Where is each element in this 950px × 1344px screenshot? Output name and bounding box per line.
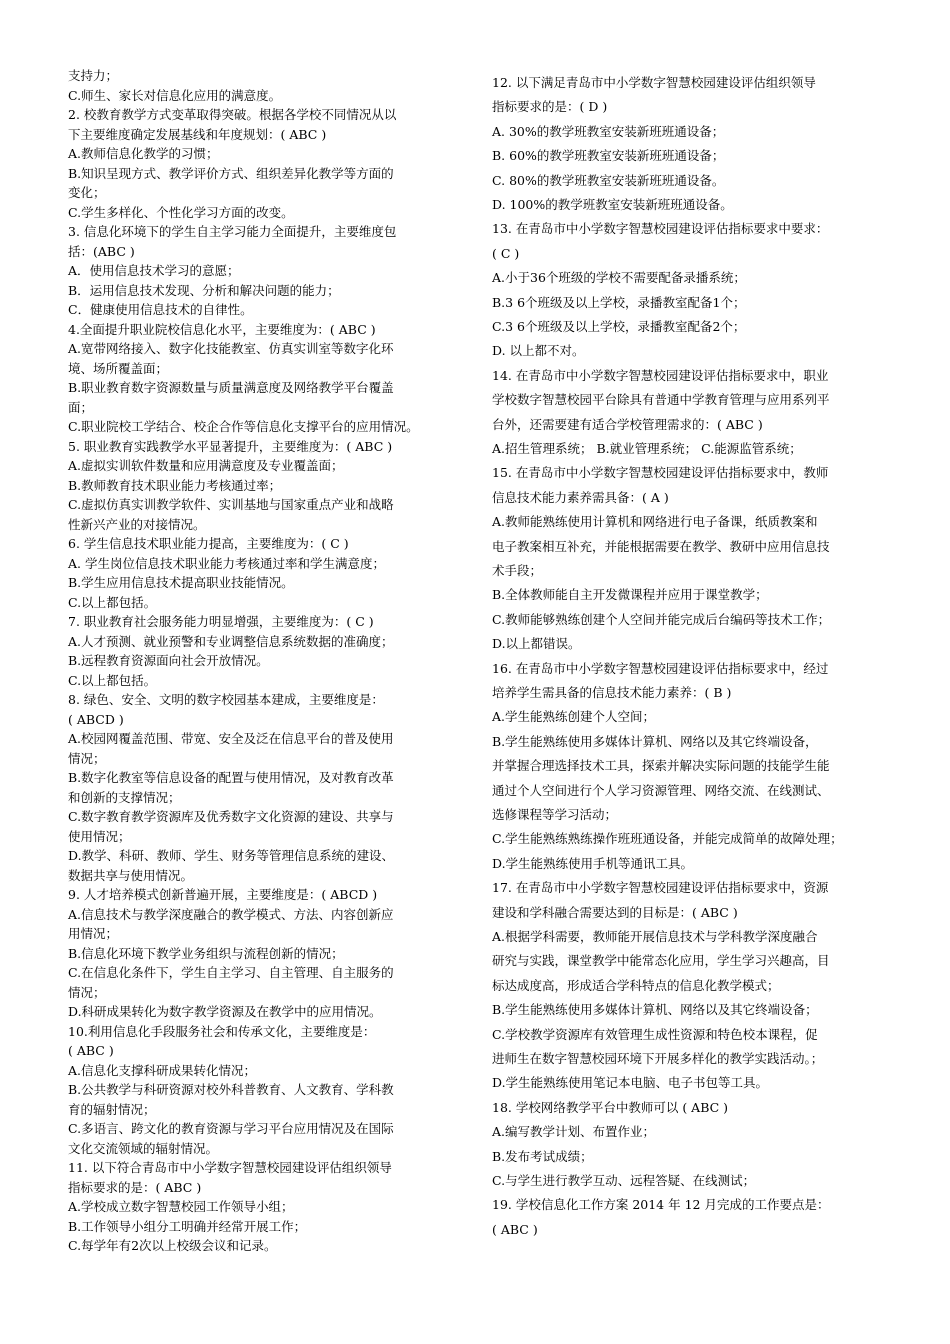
- text-line: B.发布考试成绩；: [492, 1148, 593, 1164]
- text-line: 下主要维度确定发展基线和年度规划：( ABC ): [68, 126, 327, 142]
- text-line: 使用情况；: [68, 828, 131, 844]
- text-line: C.以上都包括。: [68, 594, 157, 610]
- text-line: C．健康使用信息技术的自律性。: [68, 302, 253, 317]
- text-line: 培养学生需具备的信息技术能力素养：( B ): [492, 685, 732, 700]
- text-line: 10.利用信息化手段服务社会和传承文化，主要维度是：: [68, 1023, 376, 1039]
- text-line: 15. 在青岛市中小学数字智慧校园建设评估指标要求中，教师: [492, 465, 829, 481]
- text-line: 11. 以下符合青岛市中小学数字智慧校园建设评估组织领导: [68, 1160, 392, 1175]
- text-line: 括：(ABC ): [68, 243, 135, 259]
- text-line: D. 以上都不对。: [492, 343, 585, 359]
- text-line: 术手段；: [492, 563, 543, 578]
- text-line: A.学生能熟练创建个人空间；: [492, 709, 656, 725]
- text-line: 用情况；: [68, 926, 119, 941]
- text-line: C.教师能够熟练创建个人空间并能完成后台编码等技术工作；: [492, 611, 831, 627]
- text-line: 19. 学校信息化工作方案 2014 年 12 月完成的工作要点是：: [492, 1197, 830, 1213]
- text-line: B.信息化环境下教学业务组织与流程创新的情况；: [68, 945, 344, 961]
- text-line: B.知识呈现方式、教学评价方式、组织差异化教学等方面的: [68, 165, 394, 181]
- text-line: 18. 学校网络教学平台中教师可以 ( ABC ): [492, 1099, 729, 1115]
- text-line: 面；: [68, 399, 94, 415]
- text-line: B.学生应用信息技术提高职业技能情况。: [68, 575, 294, 590]
- text-line: ( C ): [492, 245, 520, 261]
- text-line: A．使用信息技术学习的意愿；: [68, 263, 240, 278]
- text-line: 性新兴产业的对接情况。: [68, 516, 206, 532]
- text-line: 支持力；: [68, 68, 119, 83]
- text-line: 研究与实践，课堂教学中能常态化应用，学生学习兴趣高，目: [492, 953, 830, 969]
- text-line: ( ABCD ): [68, 711, 124, 727]
- text-line: 育的辐射情况；: [68, 1101, 156, 1117]
- text-line: C.学校教学资源库有效管理生成性资源和特色校本课程，促: [492, 1026, 818, 1042]
- text-line: 变化；: [68, 185, 106, 200]
- text-line: C.虚拟仿真实训教学软件、实训基地与国家重点产业和战略: [68, 497, 394, 512]
- text-line: B.学生能熟练使用多媒体计算机、网络以及其它终端设备，: [492, 733, 818, 749]
- text-line: A.教师能熟练使用计算机和网络进行电子备课，纸质教案和: [492, 514, 818, 530]
- text-line: A.小于36个班级的学校不需要配备录播系统；: [492, 270, 746, 286]
- text-line: 8. 绿色、安全、文明的数字校园基本建成，主要维度是：: [68, 692, 384, 707]
- text-line: 情况；: [68, 750, 106, 766]
- text-line: 台外，还需要建有适合学校管理需求的：( ABC ): [492, 416, 763, 432]
- text-line: 12. 以下满足青岛市中小学数字智慧校园建设评估组织领导: [492, 75, 816, 90]
- text-line: A. 学生岗位信息技术职业能力考核通过率和学生满意度；: [68, 555, 385, 571]
- text-line: 信息技术能力素养需具备：( A ): [492, 489, 669, 505]
- text-line: 电子教案相互补充，并能根据需要在教学、教研中应用信息技: [492, 538, 830, 554]
- text-line: 7. 职业教育社会服务能力明显增强，主要维度为：( C ): [68, 614, 374, 629]
- text-line: 5. 职业教育实践教学水平显著提升，主要维度为：( ABC ): [68, 438, 393, 454]
- text-line: A.虚拟实训软件数量和应用满意度及专业覆盖面；: [68, 458, 344, 473]
- text-line: 17. 在青岛市中小学数字智慧校园建设评估指标要求中，资源: [492, 880, 829, 896]
- text-line: 数据共享与使用情况。: [68, 867, 194, 883]
- text-line: B.数字化教室等信息设备的配置与使用情况，及对教育改革: [68, 770, 394, 785]
- text-line: 4.全面提升职业院校信息化水平，主要维度为：( ABC ): [68, 321, 376, 337]
- text-line: C.学生能熟练熟练操作班班通设备，并能完成简单的故障处理；: [492, 831, 843, 847]
- text-line: C.每学年有2次以上校级会议和记录。: [68, 1238, 277, 1253]
- text-line: A. 30%的教学班教室安装新班班通设备；: [492, 123, 725, 139]
- text-line: A.学校成立数字智慧校园工作领导小组；: [68, 1199, 294, 1214]
- text-line: C.师生、家长对信息化应用的满意度。: [68, 87, 282, 103]
- text-line: D.学生能熟练使用笔记本电脑、电子书包等工具。: [492, 1075, 769, 1091]
- text-line: ( ABC ): [68, 1043, 114, 1058]
- text-line: B.远程教育资源面向社会开放情况。: [68, 653, 269, 668]
- text-line: C. 80%的教学班教室安装新班班通设备。: [492, 172, 725, 188]
- text-line: A.人才预测、就业预警和专业调整信息系统数据的准确度；: [68, 633, 394, 649]
- text-line: D.教学、科研、教师、学生、财务等管理信息系统的建设、: [68, 848, 395, 863]
- text-line: B.全体教师能自主开发微课程并应用于课堂教学；: [492, 587, 768, 603]
- text-line: B.工作领导小组分工明确并经常开展工作；: [68, 1218, 307, 1234]
- text-line: 并掌握合理选择技术工具，探索并解决实际问题的技能学生能: [492, 758, 830, 774]
- text-line: 指标要求的是：( ABC ): [68, 1179, 202, 1195]
- text-line: A.校园网覆盖范围、带宽、安全及泛在信息平台的普及使用: [68, 731, 394, 746]
- text-line: 13. 在青岛市中小学数字智慧校园建设评估指标要求中要求：: [492, 221, 829, 237]
- text-line: A.招生管理系统； B.就业管理系统； C.能源监管系统；: [492, 441, 802, 456]
- text-line: C.职业院校工学结合、校企合作等信息化支撑平台的应用情况。: [68, 419, 419, 434]
- text-line: A.教师信息化教学的习惯；: [68, 146, 219, 161]
- text-line: 14. 在青岛市中小学数字智慧校园建设评估指标要求中，职业: [492, 367, 829, 383]
- text-line: 2. 校教育教学方式变革取得突破。根据各学校不同情况从以: [68, 107, 397, 122]
- text-line: B.教师教育技术职业能力考核通过率；: [68, 477, 282, 493]
- text-line: C.数字教育教学资源库及优秀数字文化资源的建设、共享与: [68, 809, 394, 824]
- text-line: C.多语言、跨文化的教育资源与学习平台应用情况及在国际: [68, 1121, 394, 1136]
- text-line: D.科研成果转化为数字教学资源及在教学中的应用情况。: [68, 1004, 382, 1019]
- text-line: B. 60%的教学班教室安装新班班通设备；: [492, 148, 725, 164]
- text-line: 和创新的支撑情况；: [68, 789, 181, 805]
- text-line: D.以上都错误。: [492, 636, 581, 652]
- text-line: 3. 信息化环境下的学生自主学习能力全面提升，主要维度包: [68, 224, 397, 239]
- text-line: B．运用信息技术发现、分析和解决问题的能力；: [68, 282, 340, 298]
- text-line: 6. 学生信息技术职业能力提高，主要维度为：( C ): [68, 536, 349, 551]
- text-line: B.公共教学与科研资源对校外科普教育、人文教育、学科教: [68, 1082, 394, 1097]
- text-line: C.在信息化条件下，学生自主学习、自主管理、自主服务的: [68, 965, 394, 980]
- text-line: 16. 在青岛市中小学数字智慧校园建设评估指标要求中，经过: [492, 660, 829, 676]
- text-line: B.职业教育数字资源数量与质量满意度及网络教学平台覆盖: [68, 380, 394, 395]
- text-line: A.信息化支撑科研成果转化情况；: [68, 1062, 257, 1078]
- text-line: A.宽带网络接入、数字化技能教室、仿真实训室等数字化环: [68, 341, 394, 356]
- text-line: 境、场所覆盖面；: [68, 360, 169, 376]
- text-line: C.与学生进行教学互动、远程答疑、在线测试；: [492, 1173, 756, 1188]
- text-line: 进师生在数字智慧校园环境下开展多样化的教学实践活动。；: [492, 1051, 824, 1066]
- text-line: C.以上都包括。: [68, 672, 157, 688]
- text-line: A.信息技术与教学深度融合的教学模式、方法、内容创新应: [68, 906, 394, 922]
- text-line: 建设和学科融合需要达到的目标是：( ABC ): [492, 904, 738, 920]
- text-line: 指标要求的是：( D ): [492, 99, 608, 115]
- text-line: A.编写教学计划、布置作业；: [492, 1124, 656, 1140]
- text-line: ( ABC ): [492, 1221, 538, 1237]
- text-line: B.3 6个班级及以上学校，录播教室配备1个；: [492, 294, 746, 310]
- text-line: 学校数字智慧校园平台除具有普通中学教育管理与应用系列平: [492, 392, 830, 408]
- text-line: D.学生能熟练使用手机等通讯工具。: [492, 855, 694, 871]
- text-line: D. 100%的教学班教室安装新班班通设备。: [492, 197, 733, 212]
- text-line: 文化交流领域的辐射情况。: [68, 1140, 219, 1156]
- text-line: B.学生能熟练使用多媒体计算机、网络以及其它终端设备；: [492, 1002, 818, 1018]
- text-line: 标达成度高，形成适合学科特点的信息化教学模式；: [492, 977, 780, 993]
- text-line: 9. 人才培养模式创新普遍开展，主要维度是：( ABCD ): [68, 887, 378, 902]
- text-line: 选修课程等学习活动；: [492, 807, 618, 822]
- text-line: 通过个人空间进行个人学习资源管理、网络交流、在线测试、: [492, 782, 830, 798]
- text-line: C.学生多样化、个性化学习方面的改变。: [68, 204, 294, 220]
- text-line: 情况；: [68, 984, 106, 1000]
- text-line: A.根据学科需要，教师能开展信息技术与学科教学深度融合: [492, 929, 818, 944]
- text-line: C.3 6个班级及以上学校，录播教室配备2个；: [492, 319, 746, 334]
